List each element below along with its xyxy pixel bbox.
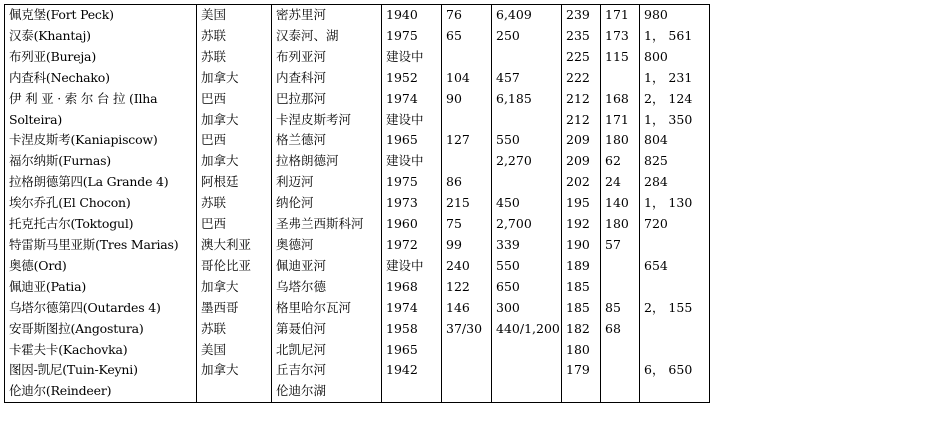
col5-cell: 90 — [442, 89, 492, 110]
col7-cell: 239 — [562, 5, 601, 26]
country-cell: 阿根廷 — [197, 172, 272, 193]
col9-cell — [640, 319, 710, 340]
year-cell: 1975 — [382, 26, 442, 47]
name-cell: Solteira) — [5, 110, 197, 131]
col6-cell: 457 — [492, 68, 562, 89]
country-cell: 澳大利亚 — [197, 235, 272, 256]
col5-cell: 215 — [442, 193, 492, 214]
col8-cell — [601, 381, 640, 402]
name-cell: 卡涅皮斯考(Kaniapiscow) — [5, 130, 197, 151]
river-cell: 乌塔尔德 — [272, 277, 382, 298]
table-row — [5, 193, 710, 214]
col7-cell: 192 — [562, 214, 601, 235]
name-cell: 佩克堡(Fort Peck) — [5, 5, 197, 26]
name-cell: 安哥斯图拉(Angostura) — [5, 319, 197, 340]
col8-cell: 62 — [601, 151, 640, 172]
year-cell: 1974 — [382, 298, 442, 319]
col5-cell: 76 — [442, 5, 492, 26]
name-cell: 埃尔乔孔(El Chocon) — [5, 193, 197, 214]
name-cell: 奥德(Ord) — [5, 256, 197, 277]
table-row — [5, 256, 710, 277]
table-row — [5, 89, 710, 110]
col6-cell — [492, 360, 562, 381]
col7-cell: 209 — [562, 151, 601, 172]
year-cell: 1958 — [382, 319, 442, 340]
country-cell: 美国 — [197, 5, 272, 26]
name-cell: 特雷斯马里亚斯(Tres Marias) — [5, 235, 197, 256]
col7-cell: 212 — [562, 110, 601, 131]
col5-cell: 146 — [442, 298, 492, 319]
col8-cell: 115 — [601, 47, 640, 68]
col9-cell: 1， 350 — [640, 110, 710, 131]
col9-cell: 654 — [640, 256, 710, 277]
country-cell: 加拿大 — [197, 110, 272, 131]
river-cell: 第聂伯河 — [272, 319, 382, 340]
year-cell: 1942 — [382, 360, 442, 381]
col8-cell: 57 — [601, 235, 640, 256]
col5-cell: 240 — [442, 256, 492, 277]
table-row — [5, 381, 710, 402]
year-cell: 建设中 — [382, 256, 442, 277]
col8-cell: 24 — [601, 172, 640, 193]
river-cell: 巴拉那河 — [272, 89, 382, 110]
col8-cell — [601, 256, 640, 277]
col6-cell: 650 — [492, 277, 562, 298]
river-cell: 拉格朗德河 — [272, 151, 382, 172]
col7-cell: 180 — [562, 340, 601, 361]
river-cell: 圣弗兰西斯科河 — [272, 214, 382, 235]
col8-cell — [601, 68, 640, 89]
col9-cell — [640, 340, 710, 361]
year-cell: 1940 — [382, 5, 442, 26]
river-cell: 内查科河 — [272, 68, 382, 89]
col7-cell: 185 — [562, 298, 601, 319]
col8-cell: 180 — [601, 130, 640, 151]
year-cell: 建设中 — [382, 110, 442, 131]
river-cell: 格里哈尔瓦河 — [272, 298, 382, 319]
table-row — [5, 130, 710, 151]
col9-cell: 825 — [640, 151, 710, 172]
col6-cell: 2,270 — [492, 151, 562, 172]
country-cell: 苏联 — [197, 26, 272, 47]
river-cell: 格兰德河 — [272, 130, 382, 151]
country-cell: 巴西 — [197, 214, 272, 235]
year-cell: 1965 — [382, 340, 442, 361]
name-cell: 布列亚(Bureja) — [5, 47, 197, 68]
col6-cell: 6,185 — [492, 89, 562, 110]
country-cell: 巴西 — [197, 89, 272, 110]
col6-cell: 2,700 — [492, 214, 562, 235]
name-cell: 佩迪亚(Patia) — [5, 277, 197, 298]
col8-cell: 168 — [601, 89, 640, 110]
river-cell: 奥德河 — [272, 235, 382, 256]
country-cell: 苏联 — [197, 319, 272, 340]
col5-cell: 65 — [442, 26, 492, 47]
name-cell: 拉格朗德第四(La Grande 4) — [5, 172, 197, 193]
col5-cell: 37/30 — [442, 319, 492, 340]
country-cell — [197, 381, 272, 402]
col8-cell: 85 — [601, 298, 640, 319]
year-cell: 1960 — [382, 214, 442, 235]
col7-cell: 185 — [562, 277, 601, 298]
col9-cell — [640, 381, 710, 402]
col9-cell: 1， 231 — [640, 68, 710, 89]
col8-cell: 140 — [601, 193, 640, 214]
col6-cell: 6,409 — [492, 5, 562, 26]
col5-cell — [442, 47, 492, 68]
table-row — [5, 5, 710, 26]
name-cell: 内查科(Nechako) — [5, 68, 197, 89]
col6-cell: 300 — [492, 298, 562, 319]
col9-cell: 800 — [640, 47, 710, 68]
river-cell: 纳伦河 — [272, 193, 382, 214]
table-row — [5, 340, 710, 361]
river-cell: 卡涅皮斯考河 — [272, 110, 382, 131]
col6-cell — [492, 381, 562, 402]
col7-cell: 179 — [562, 360, 601, 381]
col8-cell: 171 — [601, 110, 640, 131]
col7-cell: 189 — [562, 256, 601, 277]
col9-cell: 2， 155 — [640, 298, 710, 319]
col5-cell — [442, 360, 492, 381]
col8-cell: 171 — [601, 5, 640, 26]
table-row — [5, 277, 710, 298]
table-row — [5, 360, 710, 381]
country-cell: 美国 — [197, 340, 272, 361]
year-cell: 1973 — [382, 193, 442, 214]
name-cell: 乌塔尔德第四(Outardes 4) — [5, 298, 197, 319]
col7-cell: 212 — [562, 89, 601, 110]
col6-cell: 250 — [492, 26, 562, 47]
country-cell: 加拿大 — [197, 277, 272, 298]
col7-cell: 225 — [562, 47, 601, 68]
river-cell: 伦迪尔湖 — [272, 381, 382, 402]
col7-cell — [562, 381, 601, 402]
col9-cell: 804 — [640, 130, 710, 151]
table-row — [5, 298, 710, 319]
col9-cell: 1， 561 — [640, 26, 710, 47]
col5-cell — [442, 151, 492, 172]
col9-cell: 980 — [640, 5, 710, 26]
table-body — [5, 5, 710, 403]
col5-cell — [442, 340, 492, 361]
col6-cell — [492, 172, 562, 193]
col5-cell: 99 — [442, 235, 492, 256]
table-row — [5, 151, 710, 172]
country-cell: 加拿大 — [197, 360, 272, 381]
name-cell: 伊 利 亚 · 索 尔 台 拉 (Ilha — [5, 89, 197, 110]
year-cell: 1965 — [382, 130, 442, 151]
river-cell: 丘吉尔河 — [272, 360, 382, 381]
col8-cell — [601, 360, 640, 381]
river-cell: 汉泰河、湖 — [272, 26, 382, 47]
country-cell: 苏联 — [197, 193, 272, 214]
river-cell: 佩迪亚河 — [272, 256, 382, 277]
col6-cell — [492, 340, 562, 361]
col7-cell: 182 — [562, 319, 601, 340]
table-row — [5, 319, 710, 340]
river-cell: 布列亚河 — [272, 47, 382, 68]
year-cell: 建设中 — [382, 151, 442, 172]
col5-cell — [442, 110, 492, 131]
table-row — [5, 172, 710, 193]
col5-cell: 122 — [442, 277, 492, 298]
col8-cell: 173 — [601, 26, 640, 47]
col9-cell: 2， 124 — [640, 89, 710, 110]
table-row — [5, 47, 710, 68]
table-row — [5, 110, 710, 131]
col5-cell: 75 — [442, 214, 492, 235]
table-row — [5, 26, 710, 47]
col8-cell — [601, 277, 640, 298]
name-cell: 汉泰(Khantaj) — [5, 26, 197, 47]
col8-cell: 68 — [601, 319, 640, 340]
col6-cell: 440/1,200 — [492, 319, 562, 340]
col8-cell — [601, 340, 640, 361]
name-cell: 托克托古尔(Toktogul) — [5, 214, 197, 235]
reservoir-table — [4, 4, 710, 403]
table-row — [5, 68, 710, 89]
name-cell: 图因-凯尼(Tuin-Keyni) — [5, 360, 197, 381]
col6-cell: 550 — [492, 256, 562, 277]
year-cell: 1972 — [382, 235, 442, 256]
name-cell: 福尔纳斯(Furnas) — [5, 151, 197, 172]
year-cell: 建设中 — [382, 47, 442, 68]
col6-cell: 550 — [492, 130, 562, 151]
col6-cell: 450 — [492, 193, 562, 214]
col7-cell: 209 — [562, 130, 601, 151]
col9-cell: 284 — [640, 172, 710, 193]
river-cell: 密苏里河 — [272, 5, 382, 26]
table-row — [5, 235, 710, 256]
col6-cell — [492, 47, 562, 68]
col5-cell: 86 — [442, 172, 492, 193]
river-cell: 北凯尼河 — [272, 340, 382, 361]
col6-cell: 339 — [492, 235, 562, 256]
year-cell: 1952 — [382, 68, 442, 89]
col9-cell — [640, 277, 710, 298]
col9-cell: 6， 650 — [640, 360, 710, 381]
col5-cell — [442, 381, 492, 402]
country-cell: 巴西 — [197, 130, 272, 151]
country-cell: 墨西哥 — [197, 298, 272, 319]
country-cell: 哥伦比亚 — [197, 256, 272, 277]
col7-cell: 190 — [562, 235, 601, 256]
col8-cell: 180 — [601, 214, 640, 235]
name-cell: 卡霍夫卡(Kachovka) — [5, 340, 197, 361]
col7-cell: 222 — [562, 68, 601, 89]
col5-cell: 104 — [442, 68, 492, 89]
col6-cell — [492, 110, 562, 131]
table-row — [5, 214, 710, 235]
col5-cell: 127 — [442, 130, 492, 151]
country-cell: 加拿大 — [197, 68, 272, 89]
country-cell: 加拿大 — [197, 151, 272, 172]
year-cell: 1974 — [382, 89, 442, 110]
col7-cell: 202 — [562, 172, 601, 193]
col7-cell: 235 — [562, 26, 601, 47]
col9-cell: 1， 130 — [640, 193, 710, 214]
col7-cell: 195 — [562, 193, 601, 214]
year-cell — [382, 381, 442, 402]
year-cell: 1968 — [382, 277, 442, 298]
country-cell: 苏联 — [197, 47, 272, 68]
col9-cell — [640, 235, 710, 256]
col9-cell: 720 — [640, 214, 710, 235]
name-cell: 伦迪尔(Reindeer) — [5, 381, 197, 402]
river-cell: 利迈河 — [272, 172, 382, 193]
year-cell: 1975 — [382, 172, 442, 193]
